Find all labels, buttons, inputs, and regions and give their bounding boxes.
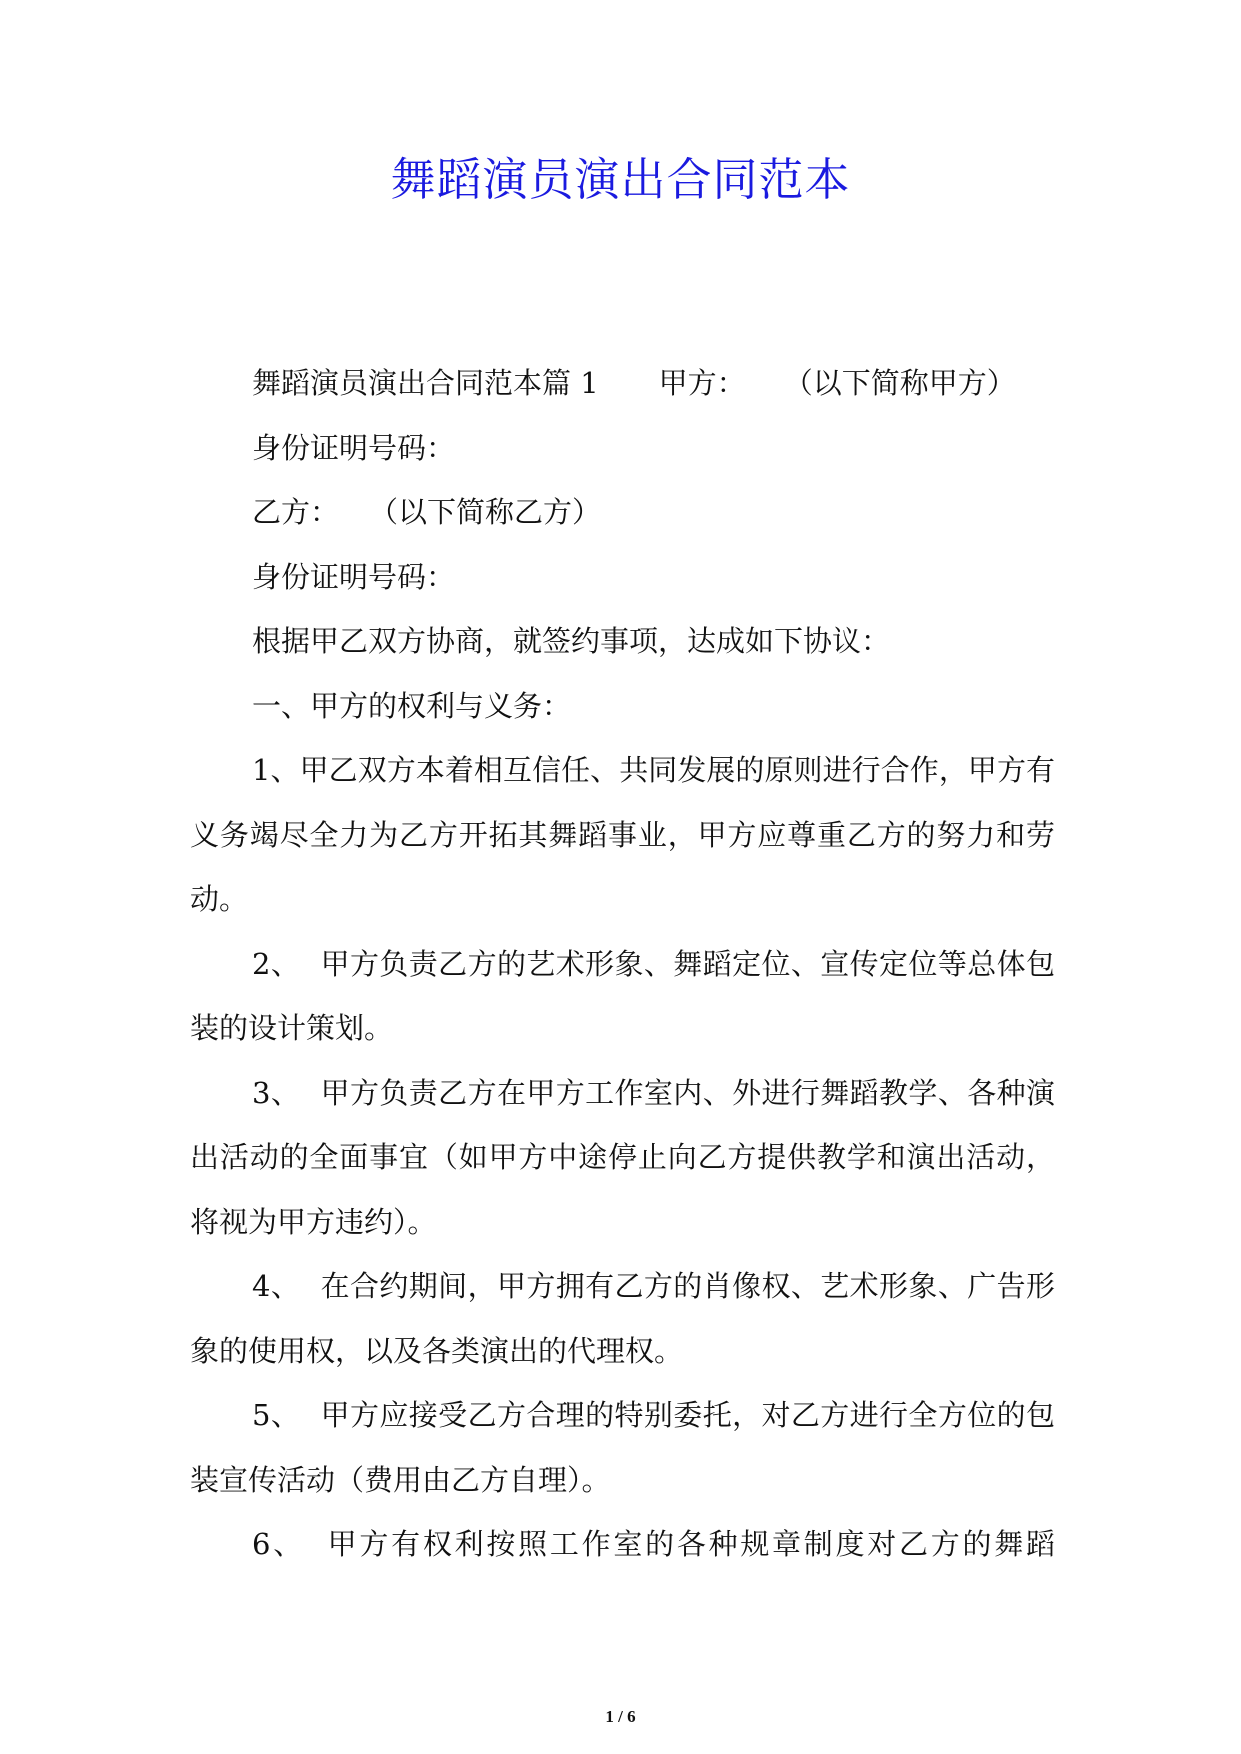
party-a-label: 甲方：	[658, 366, 746, 400]
clause-paragraph	[190, 1383, 1055, 1512]
clause-text: 甲方有权利按照工作室的各种规章制度对乙方的舞蹈	[324, 1527, 1055, 1561]
clause-text: 在合约期间，甲方拥有乙方的肖像权、艺术形象、广告形象的使用权，以及各类演出的代理权。	[190, 1269, 1055, 1368]
page-number: 1 / 6	[605, 1707, 636, 1726]
document-title: 舞蹈演员演出合同范本	[390, 153, 851, 206]
party-a-note: （以下简称甲方）	[783, 366, 1016, 400]
clause-text: 甲方负责乙方的艺术形象、舞蹈定位、宣传定位等总体包装的设计策划。	[190, 946, 1055, 1045]
clause-paragraph	[190, 932, 1055, 1061]
clause-number: 6、	[252, 1527, 305, 1561]
party-b-line	[190, 480, 1055, 545]
party-b-label: 乙方：	[252, 495, 340, 529]
party-b-note: （以下简称乙方）	[369, 495, 602, 529]
clause-number: 5、	[252, 1398, 301, 1432]
clause-number: 2、	[252, 946, 301, 981]
clause-paragraph	[190, 1061, 1055, 1255]
clause-number: 1、	[252, 753, 300, 787]
clause-text: 甲乙双方本着相互信任、共同发展的原则进行合作，甲方有义务竭尽全力为乙方开拓其舞蹈事业，甲方应尊重乙方的努力和劳动。	[190, 753, 1055, 916]
party-b-id-label: 身份证明号码：	[252, 559, 456, 594]
document-body	[190, 351, 1055, 1577]
party-a-id-line	[190, 416, 1055, 481]
clause-paragraph	[190, 1512, 1055, 1577]
party-b-id-line	[190, 545, 1055, 610]
section-header-line	[190, 351, 1055, 416]
clause-text: 甲方应接受乙方合理的特别委托，对乙方进行全方位的包装宣传活动（费用由乙方自理）。	[190, 1398, 1055, 1497]
section-title: 舞蹈演员演出合同范本篇 1	[252, 366, 599, 400]
intro-paragraph: 根据甲乙双方协商，就签约事项，达成如下协议：	[252, 624, 891, 658]
clause-number: 4、	[252, 1269, 301, 1303]
clause-text: 甲方负责乙方在甲方工作室内、外进行舞蹈教学、各种演出活动的全面事宜（如甲方中途停止向乙方提供教学和演出活动，将视为甲方违约）。	[190, 1075, 1055, 1239]
clause-paragraph	[190, 738, 1055, 932]
party-a-id-label: 身份证明号码：	[252, 430, 456, 465]
clause-number: 3、	[252, 1075, 301, 1110]
section-one-heading: 一、甲方的权利与义务：	[252, 688, 572, 723]
clause-paragraph	[190, 1254, 1055, 1383]
